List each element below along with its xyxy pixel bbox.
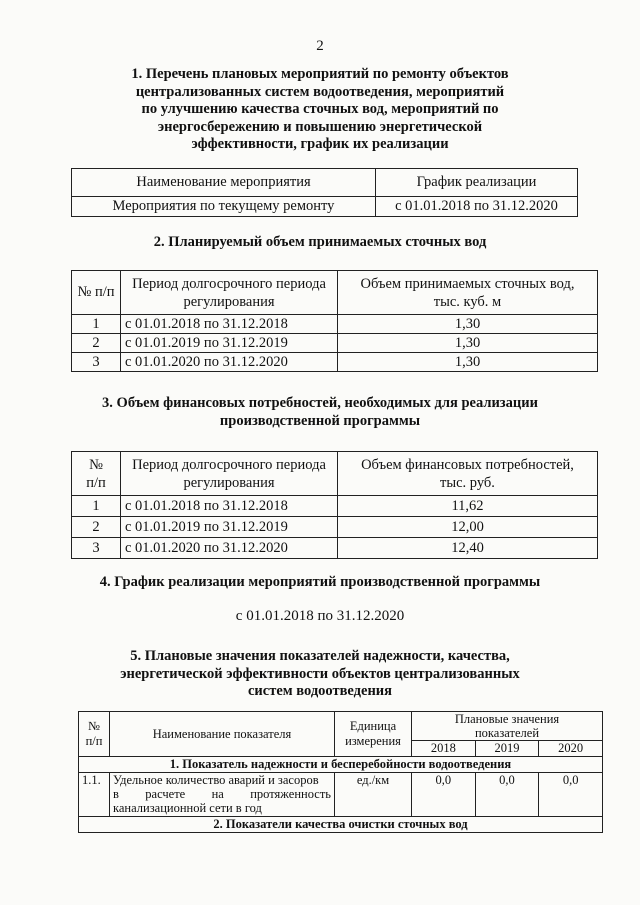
header-finance: Объем финансовых потребностей, тыс. руб. [338,452,598,496]
section2-table [71,270,598,372]
header-schedule: График реализации [376,169,578,197]
word-na: на [211,787,224,801]
header-year-2019: 2019 [475,741,539,757]
section1-title: 1. Перечень плановых мероприятий по ремонту объектов централизованных систем водоотведения, мероприятий по улучшению качества сточных вод, мероприятий по энергосбережению и повышению энергетической эффективности, график их реализации [131,66,509,152]
table-row [72,538,598,559]
row-period: с 01.01.2020 по 31.12.2020 [121,538,338,559]
table-row [72,334,598,353]
section3-table [71,451,598,559]
header-year-2020: 2020 [539,741,603,757]
row-value-2018: 0,0 [412,773,476,817]
row-volume: 1,30 [338,334,598,353]
row-indicator-name: Удельное количество аварий и засоров в расчете на протяженность канализационной сети в год [110,773,335,817]
row-value-2019: 0,0 [475,773,539,817]
row-volume: 1,30 [338,315,598,334]
row-num: 3 [72,353,121,372]
header-year-2018: 2018 [412,741,476,757]
activity-name: Мероприятия по текущему ремонту [72,197,376,217]
table-row [72,353,598,372]
table-row [72,197,578,217]
header-period: Период долгосрочного периода регулирования [121,452,338,496]
table-row [72,517,598,538]
section1-table [71,168,578,217]
row-amount: 12,40 [338,538,598,559]
section5-table [78,711,603,833]
header-planned-values: Плановые значения показателей [412,712,603,741]
row-period: с 01.01.2018 по 31.12.2018 [121,315,338,334]
row-num: 2 [72,334,121,353]
table-row [72,315,598,334]
section5-title: 5. Плановые значения показателей надежности, качества, энергетической эффективности объектов централизованных систем водоотведения [120,648,520,699]
word-v: в [113,787,119,801]
table-row [72,496,598,517]
row-num: 1 [72,315,121,334]
row-num: 3 [72,538,121,559]
row-unit: ед./км [335,773,412,817]
row-period: с 01.01.2019 по 31.12.2019 [121,517,338,538]
section3-title: 3. Объем финансовых потребностей, необходимых для реализации производственной программы [102,395,538,429]
row-num: 1 [72,496,121,517]
activity-schedule: с 01.01.2018 по 31.12.2020 [376,197,578,217]
header-num: № п/п [72,271,121,315]
row-period: с 01.01.2018 по 31.12.2018 [121,496,338,517]
row-amount: 11,62 [338,496,598,517]
section4-period: с 01.01.2018 по 31.12.2020 [235,608,405,624]
row-num: 1.1. [79,773,110,817]
header-num: № п/п [72,452,121,496]
header-activity-name: Наименование мероприятия [72,169,376,197]
row-amount: 12,00 [338,517,598,538]
row-period: с 01.01.2019 по 31.12.2019 [121,334,338,353]
header-indicator-name: Наименование показателя [110,712,335,757]
group-header-quality: 2. Показатели качества очистки сточных вод [79,817,603,833]
row-value-2020: 0,0 [539,773,603,817]
section2-title: 2. Планируемый объем принимаемых сточных вод [153,234,487,250]
group-header-reliability: 1. Показатель надежности и бесперебойности водоотведения [79,757,603,773]
table-row [79,773,603,817]
section4-title: 4. График реализации мероприятий производственной программы [99,574,541,590]
row-num: 2 [72,517,121,538]
word-raschete: расчете [145,787,186,801]
row-period: с 01.01.2020 по 31.12.2020 [121,353,338,372]
header-period: Период долгосрочного периода регулирования [121,271,338,315]
word-protyazhennost: протяженность [250,787,331,801]
header-num: № п/п [79,712,110,757]
header-volume: Объем принимаемых сточных вод, тыс. куб. м [338,271,598,315]
header-unit: Единица измерения [335,712,412,757]
page-number: 2 [316,38,324,54]
row-volume: 1,30 [338,353,598,372]
